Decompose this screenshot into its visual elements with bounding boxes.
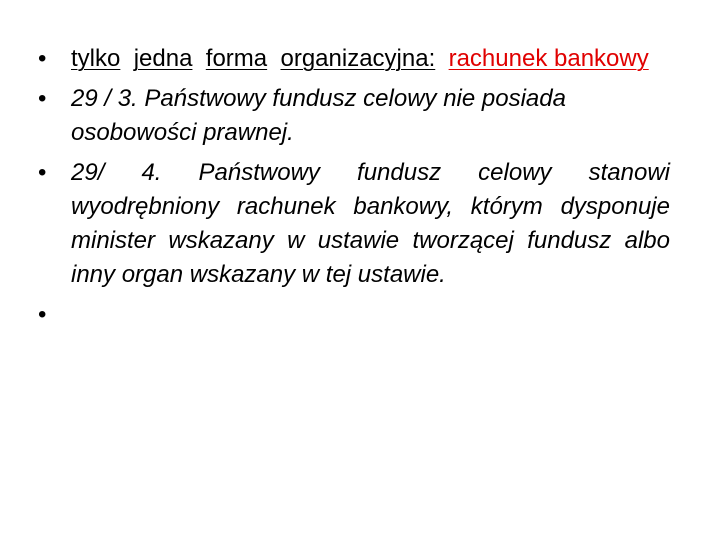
bullet-marker: • xyxy=(38,301,47,328)
bullet-item-4 xyxy=(38,298,670,332)
underlined-word-tylko: tylko xyxy=(71,45,121,72)
bullet-marker: • xyxy=(38,45,47,72)
bullet-text: 29/ 4. Państwowy fundusz celowy stanowi wyodrębniony rachunek bankowy, którym dysponuje minister wskazany w ustawie tworzącej fundusz albo inny organ wskazany w tej ustawie. xyxy=(71,159,670,288)
underlined-word-forma: forma xyxy=(205,45,268,72)
bullet-item-1 xyxy=(38,42,670,76)
bullet-marker: • xyxy=(38,159,47,186)
underlined-word-organizacyjna: organizacyjna: xyxy=(280,45,436,72)
bullet-text-empty xyxy=(71,298,670,332)
bullet-text xyxy=(71,42,670,76)
bullet-marker: • xyxy=(38,85,47,112)
underlined-word-jedna: jedna xyxy=(133,45,193,72)
bullet-item-3 xyxy=(38,156,670,292)
highlighted-rachunek-bankowy: rachunek bankowy xyxy=(448,45,649,72)
bullet-list xyxy=(38,42,670,338)
bullet-item-2 xyxy=(38,82,670,150)
bullet-text: 29 / 3. Państwowy fundusz celowy nie posiada osobowości prawnej. xyxy=(71,85,566,146)
